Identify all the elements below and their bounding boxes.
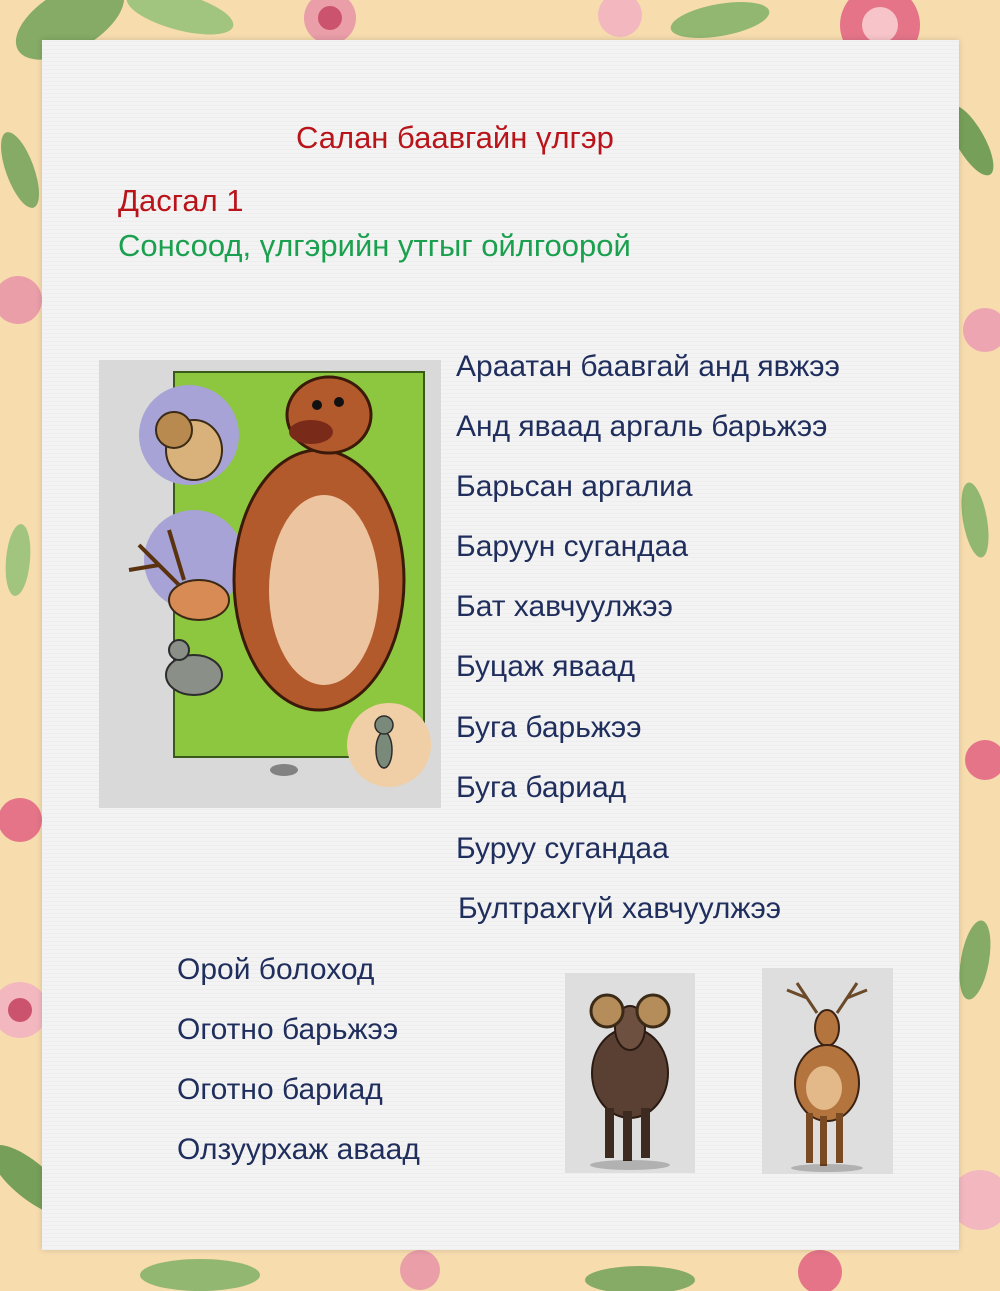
poem-line: Оготно барьжээ [177,1013,399,1046]
poem-line: Буруу сугандаа [456,832,669,865]
poem-line: Буга барьжээ [456,711,642,744]
poem-line: Орой болоход [177,953,375,986]
story-title: Салан баавгайн үлгэр [296,120,614,155]
poem-line: Буцаж яваад [456,650,636,683]
deer-illustration [762,968,893,1174]
poem-line: Анд яваад аргаль барьжээ [456,410,828,443]
exercise-label: Дасгал 1 [118,183,244,218]
poem-line: Бултрахгүй хавчуулжээ [458,892,782,925]
argali-illustration [565,973,695,1173]
poem-line: Араатан баавгай анд явжээ [456,350,840,383]
poem-line: Баруун сугандаа [456,530,689,563]
bear-illustration [99,360,441,808]
poem-line: Олзуурхаж аваад [177,1133,420,1166]
poem-line: Барьсан аргалиа [456,470,693,503]
poem-line: Оготно бариад [177,1073,383,1106]
poem-line: Буга бариад [456,771,627,804]
poem-line: Бат хавчуулжээ [456,590,673,623]
exercise-instruction: Сонсоод, үлгэрийн утгыг ойлгоорой [118,228,631,263]
